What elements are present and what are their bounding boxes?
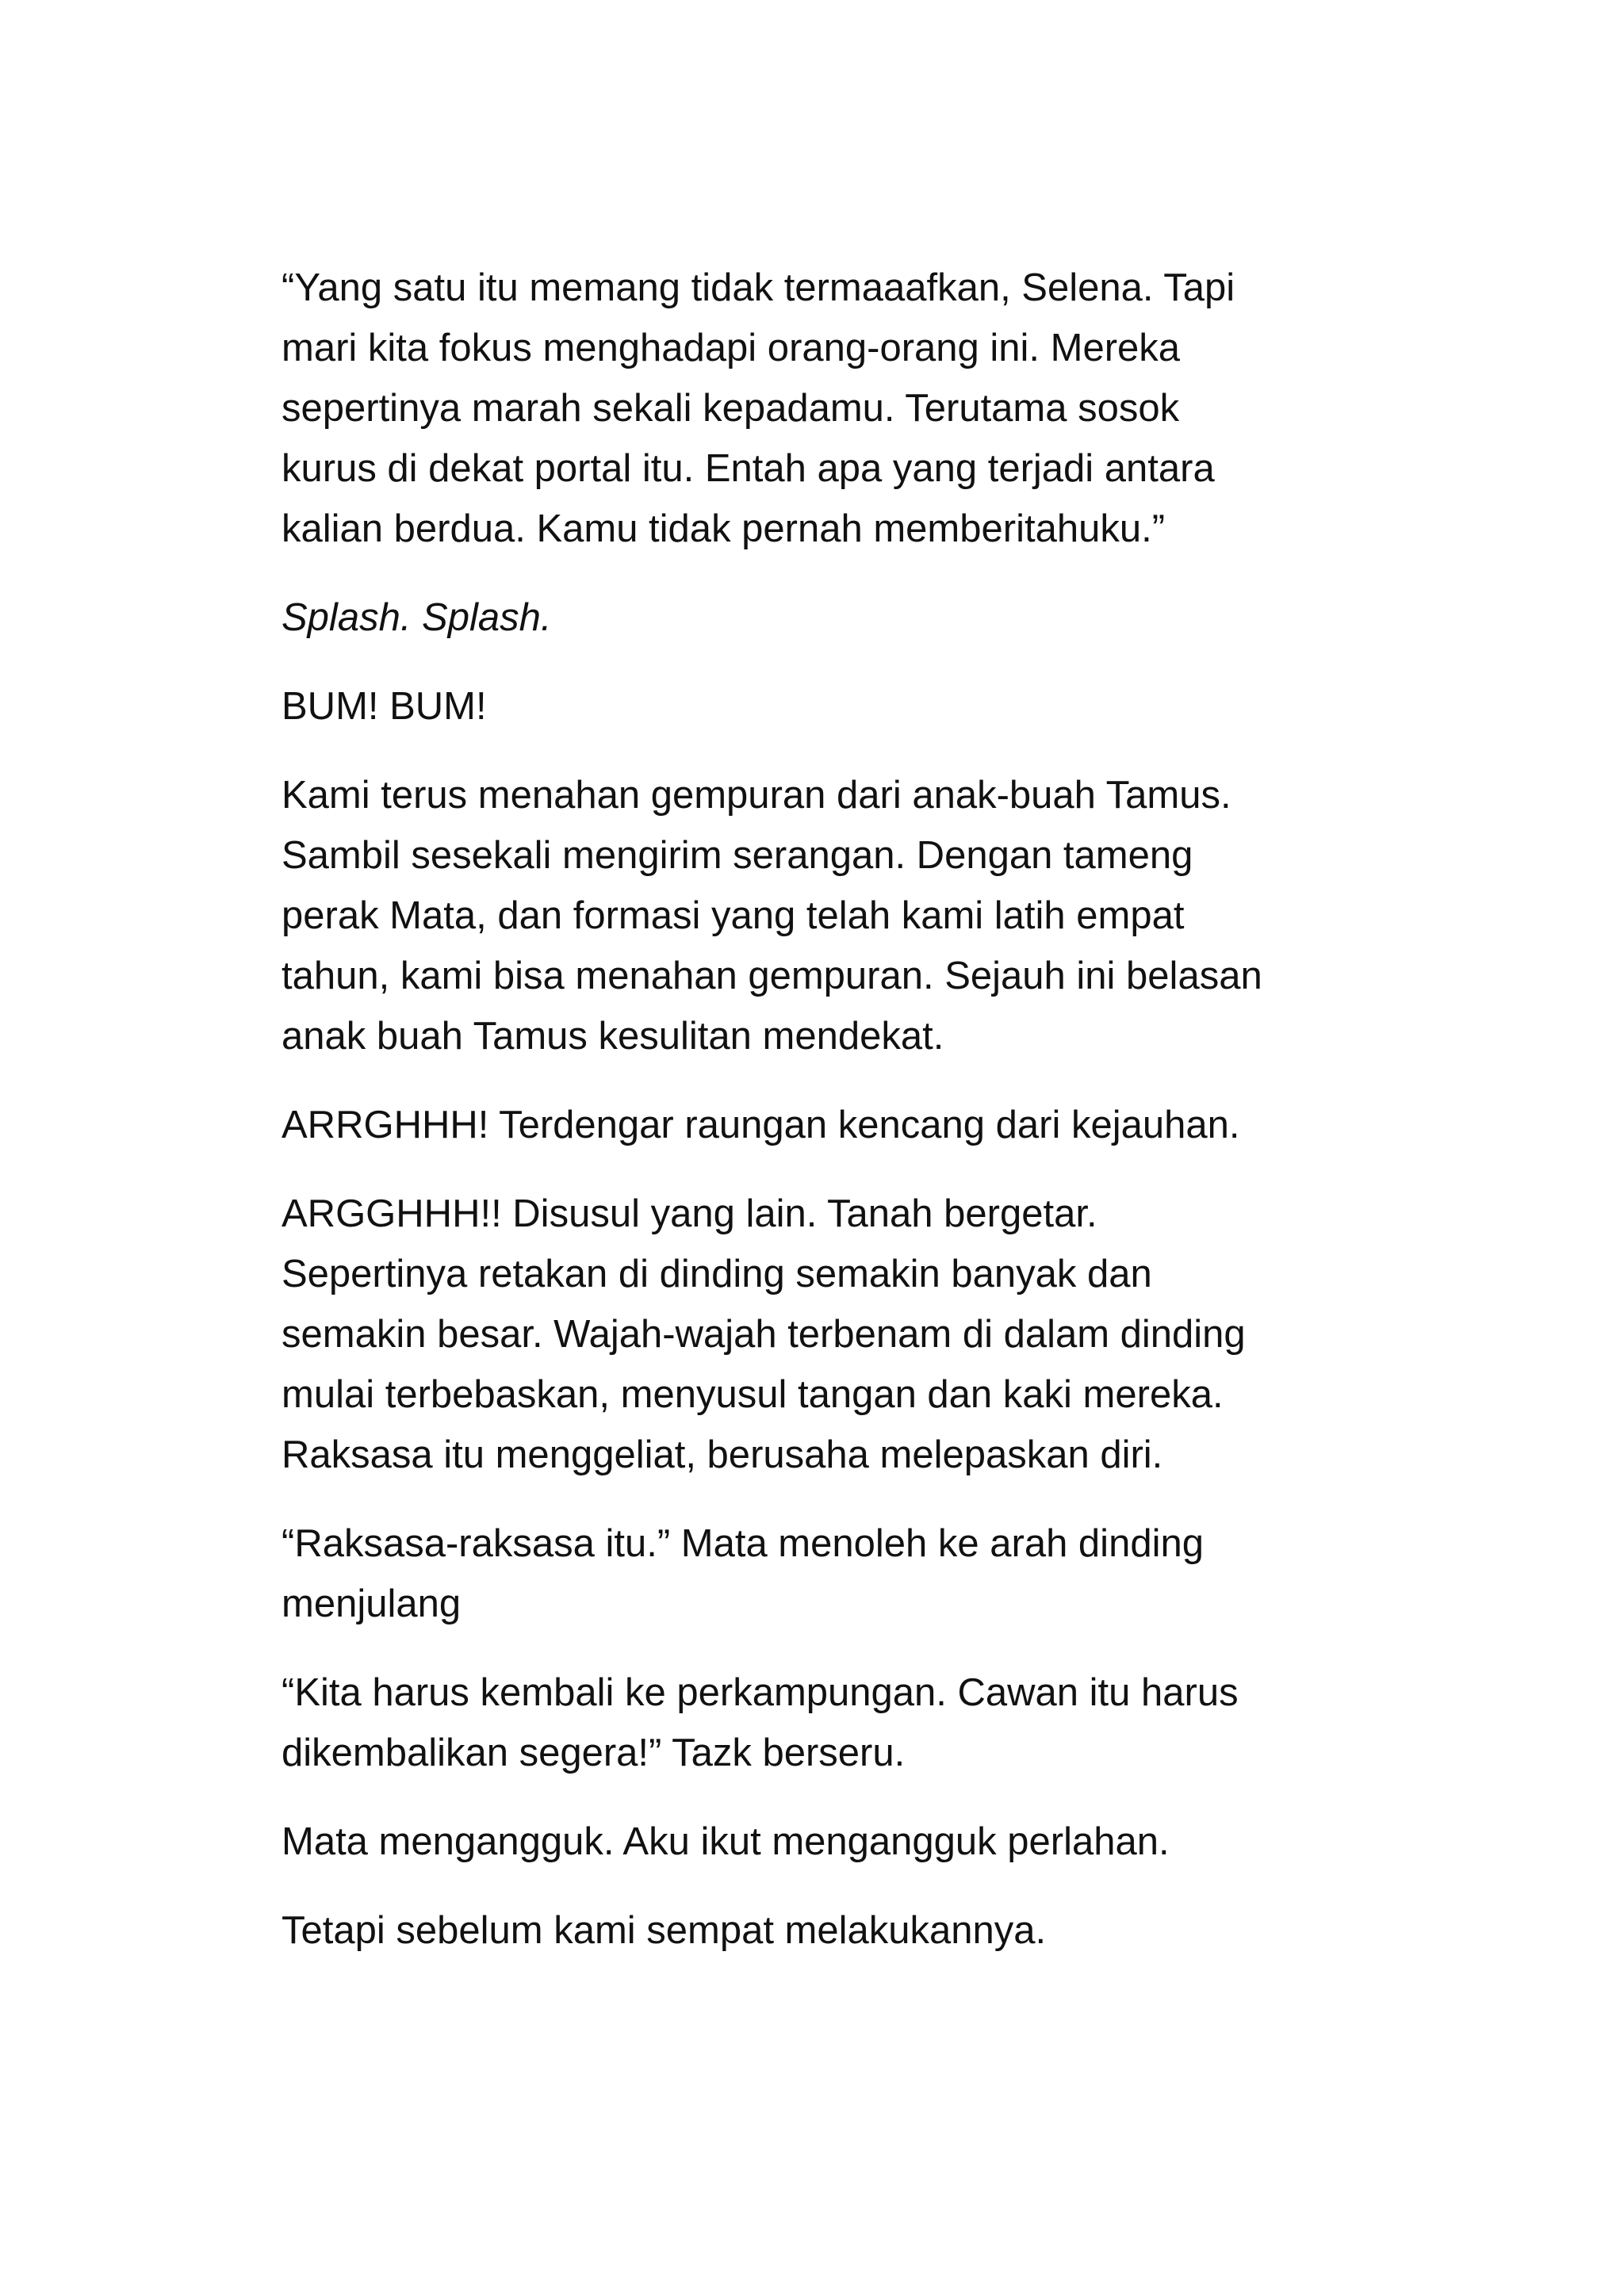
paragraph-6: ARGGHHH!! Disusul yang lain. Tanah bergetar. Sepertinya retakan di dinding semakin banyak dan semakin besar. Wajah-wajah terbenam di dalam dinding mulai terbebaskan, menyusul tangan dan kaki mereka. Raksasa itu menggeliat, berusaha melepaskan diri. — [282, 1192, 1246, 1476]
paragraph-9: Mata mengangguk. Aku ikut mengangguk perlahan. — [282, 1820, 1170, 1863]
paragraph-7: “Raksasa-raksasa itu.” Mata menoleh ke arah dinding menjulang — [282, 1522, 1204, 1625]
paragraph-3: BUM! BUM! — [282, 685, 487, 728]
paragraph-10: Tetapi sebelum kami sempat melakukannya. — [282, 1909, 1047, 1952]
paragraph-1: “Yang satu itu memang tidak termaaafkan, Selena. Tapi mari kita fokus menghadapi orang-orang ini. Mereka sepertinya marah sekali kepadamu. Terutama sosok kurus di dekat portal itu. Entah apa yang terjadi antara kalian berdua. Kamu tidak pernah memberitahuku.” — [282, 266, 1235, 550]
paragraph-5: ARRGHHH! Terdengar raungan kencang dari kejauhan. — [282, 1104, 1240, 1146]
paragraph-2: Splash. Splash. — [282, 596, 552, 639]
body-text — [282, 258, 1376, 1989]
paragraph-4: Kami terus menahan gempuran dari anak-buah Tamus. Sambil sesekali mengirim serangan. Dengan tameng perak Mata, dan formasi yang telah kami latih empat tahun, kami bisa menahan gempuran. Sejauh ini belasan anak buah Tamus kesulitan mendekat. — [282, 774, 1262, 1058]
paragraph-8: “Kita harus kembali ke perkampungan. Cawan itu harus dikembalikan segera!” Tazk berseru. — [282, 1671, 1239, 1774]
